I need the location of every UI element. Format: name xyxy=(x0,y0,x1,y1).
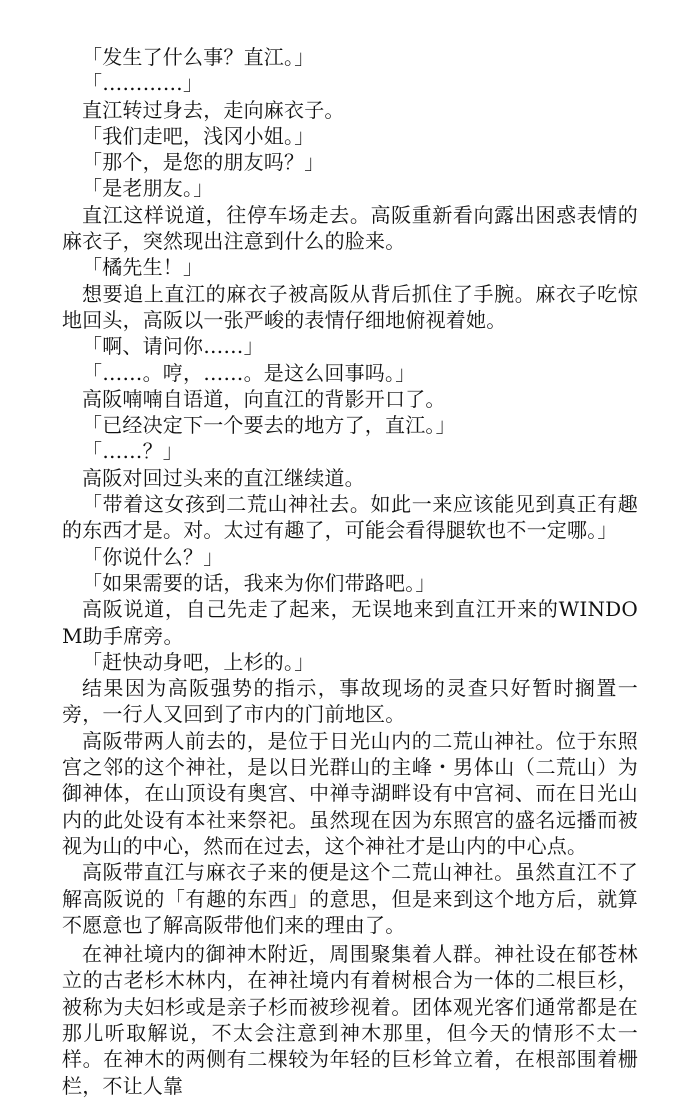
paragraph: 「是老朋友。」 xyxy=(82,176,214,201)
paragraph: 在神社境内的御神木附近，周围聚集着人群。神社设在郁苍林立的古老杉木林内，在神社境内有着树根合为一体的二根巨杉，被称为夫妇杉或是亲子杉而被珍视着。团体观光客们通常都是在那儿听取解说，不太会注意到神木那里，但今天的情形不太一样。在神木的两侧有二棵较为年轻的巨杉耸立着，在根部围着栅栏，不让人靠 xyxy=(62,942,638,1098)
paragraph: 直江这样说道，往停车场走去。高阪重新看向露出困惑表情的麻衣子，突然现出注意到什么的脸来。 xyxy=(62,202,638,254)
paragraph: 想要追上直江的麻衣子被高阪从背后抓住了手腕。麻衣子吃惊地回头，高阪以一张严峻的表情仔细地俯视着她。 xyxy=(62,281,638,332)
paragraph: 「发生了什么事？直江。」 xyxy=(82,45,315,69)
paragraph: 「如果需要的话，我来为你们带路吧。」 xyxy=(82,570,436,595)
paragraph: 「啊、请问你……」 xyxy=(82,334,264,359)
paragraph: 「带着这女孩到二荒山神社去。如此一来应该能见到真正有趣的东西才是。对。太过有趣了，可能会看得腿软也不一定哪。」 xyxy=(62,492,638,543)
paragraph: 「赶快动身吧，上杉的。」 xyxy=(82,649,315,674)
paragraph: 结果因为高阪强势的指示，事故现场的灵查只好暂时搁置一旁，一行人又回到了市内的门前地区。 xyxy=(62,676,638,727)
paragraph: 「我们走吧，浅冈小姐。」 xyxy=(82,123,315,148)
paragraph: 「已经决定下一个要去的地方了，直江。」 xyxy=(82,413,456,438)
paragraph: 高阪喃喃自语道，向直江的背影开口了。 xyxy=(82,386,446,411)
paragraph: 直江转过身去，走向麻衣子。 xyxy=(82,97,345,122)
paragraph: 「……？」 xyxy=(82,439,183,464)
paragraph: 「你说什么？」 xyxy=(82,544,224,569)
paragraph: 「那个，是您的朋友吗？」 xyxy=(82,150,325,175)
paragraph: 「……。哼，……。是这么回事吗。」 xyxy=(82,360,416,385)
paragraph: 高阪带两人前去的，是位于日光山内的二荒山神社。位于东照宫之邻的这个神社，是以日光群山的主峰・男体山（二荒山）为御神体，在山顶设有奥宫、中禅寺湖畔设有中宫祠、而在日光山内的此处设有本社来祭祀。虽然现在因为东照宫的盛名远播而被视为山的中心，然而在过去，这个神社才是山内的中心点。 xyxy=(62,728,638,858)
paragraph: 「橘先生！」 xyxy=(82,255,204,280)
paragraph: 高阪带直江与麻衣子来的便是这个二荒山神社。虽然直江不了解高阪说的「有趣的东西」的意思，但是来到这个地方后，就算不愿意也了解高阪带他们来的理由了。 xyxy=(62,860,638,937)
paragraph: 高阪说道，自己先走了起来，无误地来到直江开来的WINDOM助手席旁。 xyxy=(62,597,638,648)
paragraph: 「…………」 xyxy=(82,71,204,96)
paragraph: 高阪对回过头来的直江继续道。 xyxy=(82,465,365,490)
